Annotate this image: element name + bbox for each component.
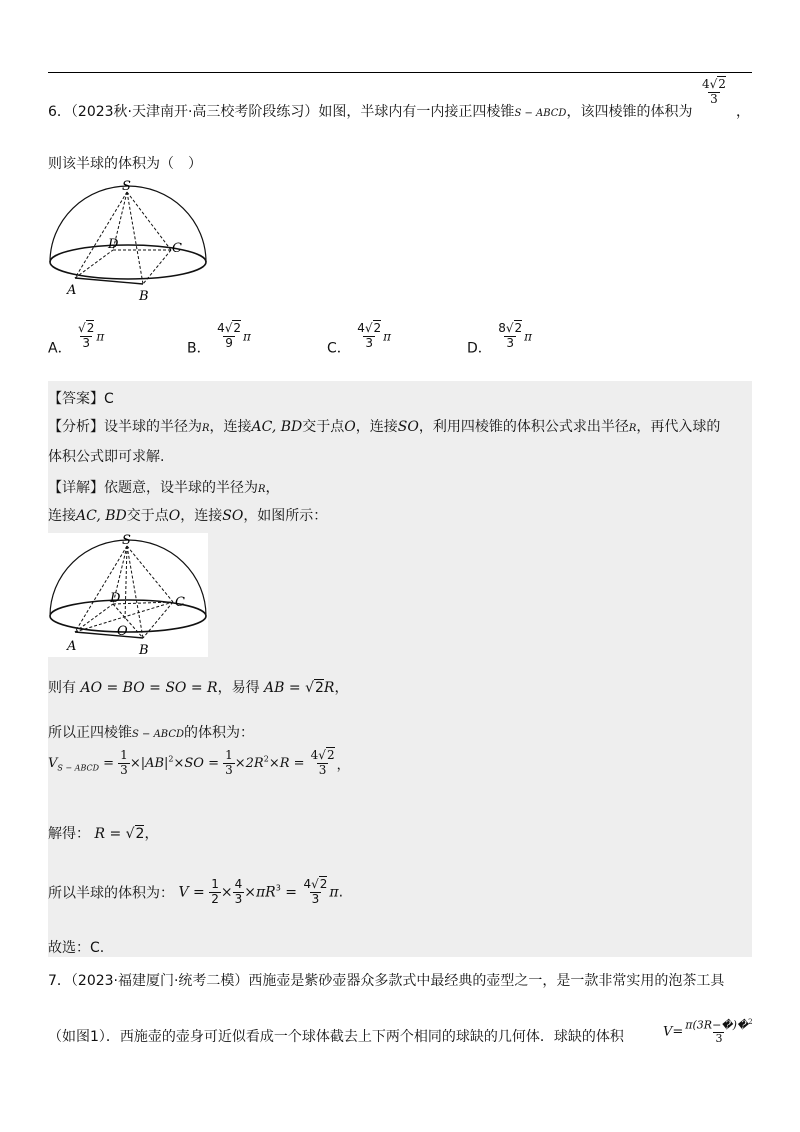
- hemisphere-volume-line: 所以半球的体积为： V = $\frac{1}{2}$ × $\frac{4}{3}$ $\times\pi R^3$ = $\frac{4√2}{3}$ π.: [48, 877, 344, 906]
- option-c[interactable]: C． $\frac{4√2}{3}$ π: [327, 321, 392, 357]
- q6-mid-text: ，该四棱锥的体积为: [566, 104, 693, 120]
- fig2-label-s: S: [122, 533, 131, 548]
- q7-formula: V= $\frac{\pi(3R-�)�^2}{3}$: [663, 1018, 753, 1046]
- q6-tail: ，: [736, 104, 750, 120]
- q6-source: 6．（2023秋·天津南开·高三校考阶段练习）如图，半球内有一内接正四棱锥: [48, 104, 515, 120]
- detail-line1: 【详解】依题意，设半球的半径为R，: [48, 480, 280, 496]
- fig1-label-b: B: [139, 289, 149, 304]
- choose-line: 故选：C.: [48, 940, 105, 956]
- q6-pyramid: S − ABCD: [514, 108, 567, 119]
- q7-line1: 7．（2023·福建厦门·统考二模）西施壶是紫砂壶器众多款式中最经典的壶型之一，是一款非常实用的泡茶工具: [48, 973, 725, 989]
- fig2-label-c: C: [175, 595, 185, 610]
- q6-volume-fraction: $\frac{4√2}{3}$: [702, 77, 726, 106]
- option-d[interactable]: D． $\frac{8√2}{3}$ π: [467, 321, 533, 357]
- q6-hemisphere-figure: [45, 178, 215, 306]
- fig2-label-a: A: [67, 639, 77, 654]
- header-rule: [48, 72, 752, 73]
- fig2-label-b: B: [139, 643, 149, 658]
- q7-line2: （如图1）．西施壶的壶身可近似看成一个球体截去上下两个相同的球缺的几何体．球缺的体积: [48, 1029, 624, 1045]
- fig2-label-o: O: [117, 624, 128, 639]
- fig1-label-d: D: [108, 237, 119, 252]
- fig2-label-d: D: [110, 591, 121, 606]
- fig1-label-c: C: [172, 241, 182, 256]
- relation-line: 则有 AO = BO = SO = R，易得 AB = √2R，: [48, 680, 349, 696]
- fig1-label-a: A: [67, 283, 77, 298]
- option-b[interactable]: B． $\frac{4√2}{9}$ π: [187, 321, 251, 357]
- solution-hemisphere-figure: [45, 530, 215, 658]
- fig1-label-s: S: [122, 179, 131, 194]
- q6-line2: 则该半球的体积为（ ）: [48, 156, 202, 172]
- pyramid-volume-intro: 所以正四棱锥S − ABCD的体积为：: [48, 725, 255, 741]
- pyramid-volume-equation: $V_{S - ABCD}$ = $\frac{1}{3}$ $\times|AB|^2\times SO$ = $\frac{1}{3}$ $\times 2R^2\times R$ = $\frac{4√2}{3}$ ，: [48, 748, 350, 777]
- q6-line1: [48, 101, 692, 121]
- solve-line: 解得： R = √2，: [48, 826, 159, 842]
- answer-line: 【答案】C: [48, 391, 114, 407]
- analysis-line2: 体积公式即可求解.: [48, 449, 165, 465]
- analysis-line1: 【分析】设半球的半径为R，连接AC, BD交于点O，连接SO，利用四棱锥的体积公式求出半径R，再代入球的: [48, 419, 721, 435]
- solution-panel: [48, 381, 752, 957]
- option-a[interactable]: A． $\frac{√2}{3}$ π: [48, 321, 105, 357]
- detail-line2: 连接AC, BD交于点O，连接SO，如图所示：: [48, 508, 328, 524]
